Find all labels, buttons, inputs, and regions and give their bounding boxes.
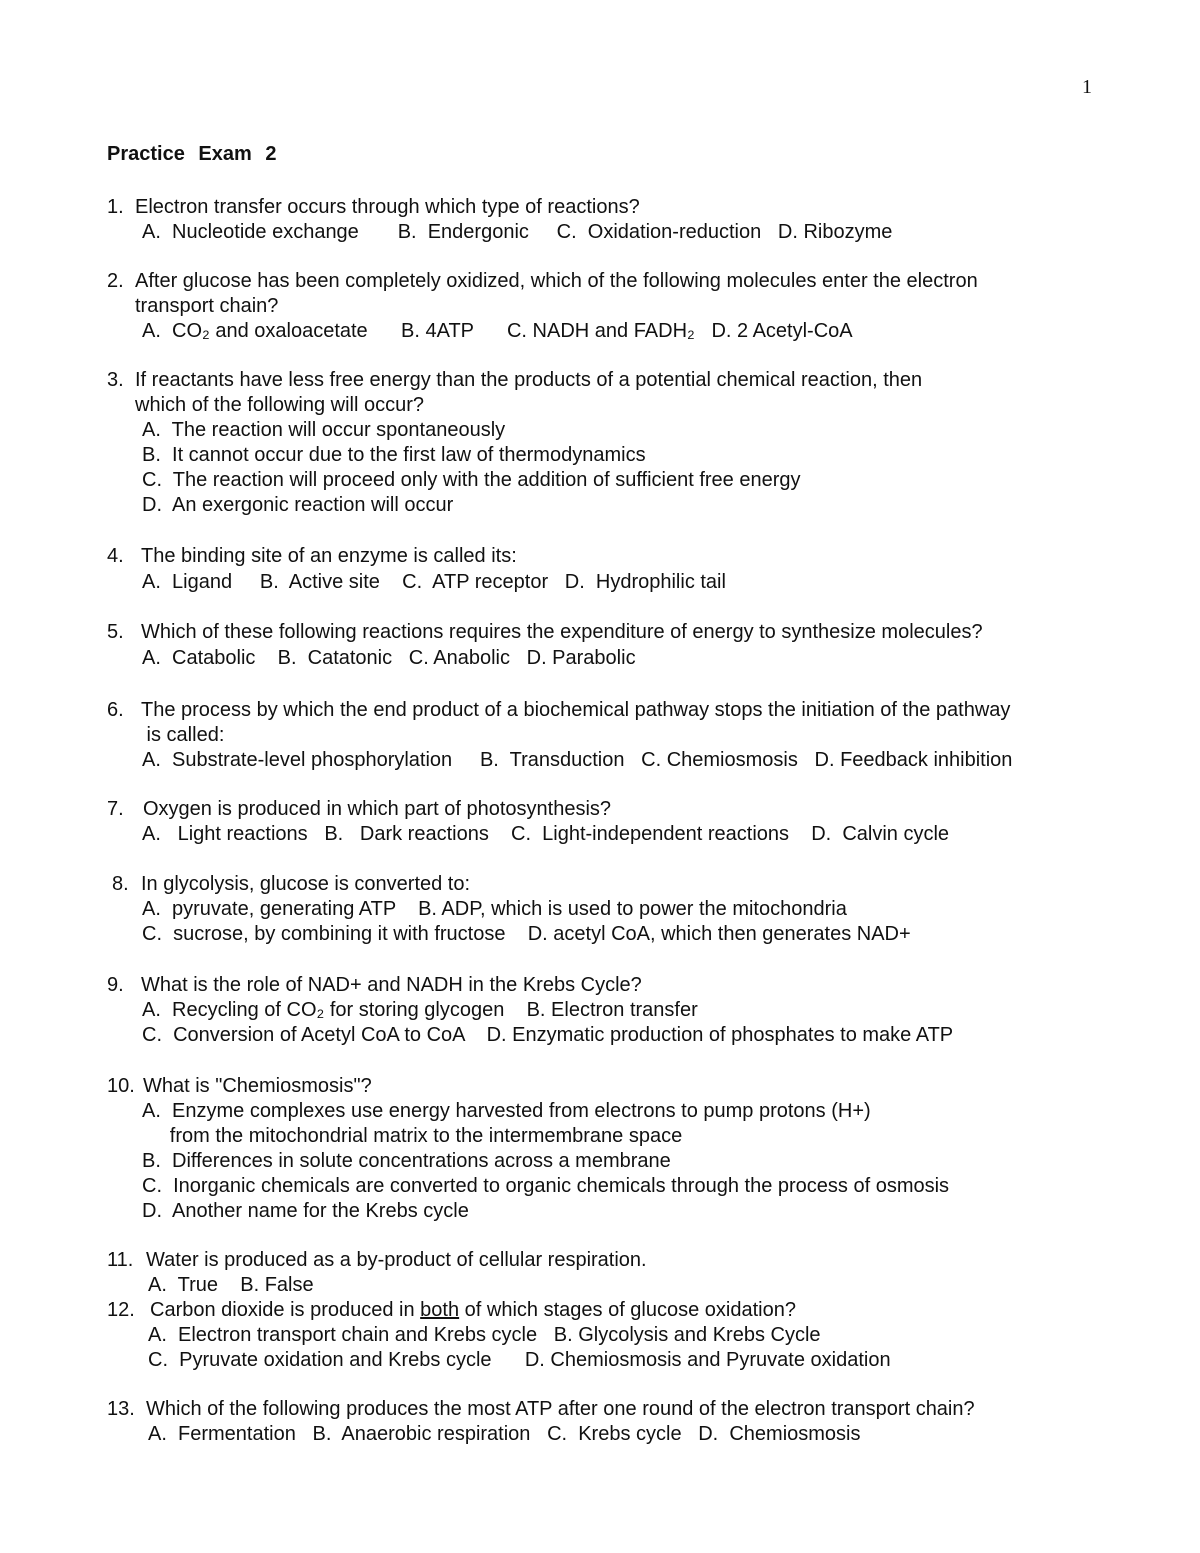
answer-option: A. The reaction will occur spontaneously [142,419,506,441]
question-number: 10. [107,1075,135,1097]
question-stem: Which of the following produces the most ATP after one round of the electron transport chain? [146,1398,975,1420]
question-stem: What is the role of NAD+ and NADH in the Krebs Cycle? [141,974,642,996]
page-title: Practice Exam 2 [107,143,277,165]
question-number: 6. [107,699,124,721]
answer-option: D. Another name for the Krebs cycle [142,1200,469,1222]
question-number: 8. [112,873,129,895]
question-stem: If reactants have less free energy than the products of a potential chemical reaction, then [135,369,923,391]
answer-options: A. CO₂ and oxaloacetate B. 4ATP C. NADH and FADH₂ D. 2 Acetyl-CoA [142,320,853,342]
question-stem: In glycolysis, glucose is converted to: [141,873,471,895]
question-stem: After glucose has been completely oxidized, which of the following molecules enter the electron [135,270,978,292]
answer-option: C. Pyruvate oxidation and Krebs cycle D. Chemiosmosis and Pyruvate oxidation [148,1349,891,1371]
question-number: 9. [107,974,124,996]
question-number: 13. [107,1398,135,1420]
question-stem: Oxygen is produced in which part of photosynthesis? [143,798,612,820]
answer-option: C. Conversion of Acetyl CoA to CoA D. Enzymatic production of phosphates to make ATP [142,1024,954,1046]
question-stem: The process by which the end product of a biochemical pathway stops the initiation of the pathway [141,699,1011,721]
question-stem: Electron transfer occurs through which type of reactions? [135,196,640,218]
stem-text: Carbon dioxide is produced in [150,1299,421,1321]
question-number: 5. [107,621,124,643]
question-number: 2. [107,270,124,292]
answer-option: D. An exergonic reaction will occur [142,494,454,516]
answer-option: A. Electron transport chain and Krebs cycle B. Glycolysis and Krebs Cycle [148,1324,821,1346]
answer-option: from the mitochondrial matrix to the intermembrane space [142,1125,683,1147]
question-number: 12. [107,1299,135,1321]
question-number: 3. [107,369,124,391]
answer-options: A. Substrate-level phosphorylation B. Transduction C. Chemiosmosis D. Feedback inhibition [142,749,1013,771]
question-stem: is called: [141,724,225,746]
answer-option: C. Inorganic chemicals are converted to organic chemicals through the process of osmosis [142,1175,950,1197]
answer-option: A. pyruvate, generating ATP B. ADP, which is used to power the mitochondria [142,898,847,920]
answer-options: A. Light reactions B. Dark reactions C. Light-independent reactions D. Calvin cycle [142,823,950,845]
answer-option: B. Differences in solute concentrations across a membrane [142,1150,671,1172]
question-stem: transport chain? [135,295,279,317]
answer-options: A. Fermentation B. Anaerobic respiration C. Krebs cycle D. Chemiosmosis [148,1423,861,1445]
answer-option: B. It cannot occur due to the first law of thermodynamics [142,444,646,466]
answer-options: A. Catabolic B. Catatonic C. Anabolic D. Parabolic [142,647,636,669]
answer-option: C. sucrose, by combining it with fructose D. acetyl CoA, which then generates NAD+ [142,923,911,945]
answer-option: C. The reaction will proceed only with the addition of sufficient free energy [142,469,801,491]
stem-text: of which stages of glucose oxidation? [459,1299,796,1321]
question-stem [150,1298,796,1322]
question-number: 11. [107,1249,134,1271]
question-stem: Water is produced as a by-product of cellular respiration. [146,1249,647,1271]
question-stem: Which of these following reactions requires the expenditure of energy to synthesize molecules? [141,621,983,643]
answer-option: A. Recycling of CO₂ for storing glycogen B. Electron transfer [142,999,698,1021]
page-number: 1 [1082,76,1092,98]
emphasized-word: both [420,1299,460,1321]
question-number: 4. [107,545,124,567]
question-stem: The binding site of an enzyme is called its: [141,545,517,567]
answer-options: A. Ligand B. Active site C. ATP receptor D. Hydrophilic tail [142,571,726,593]
question-number: 7. [107,798,124,820]
question-stem: which of the following will occur? [135,394,425,416]
answer-option: A. Enzyme complexes use energy harvested from electrons to pump protons (H+) [142,1100,871,1122]
question-stem: What is "Chemiosmosis"? [143,1075,372,1097]
question-number: 1. [107,196,124,218]
answer-options: A. True B. False [148,1274,314,1296]
answer-options: A. Nucleotide exchange B. Endergonic C. Oxidation-reduction D. Ribozyme [142,221,893,243]
